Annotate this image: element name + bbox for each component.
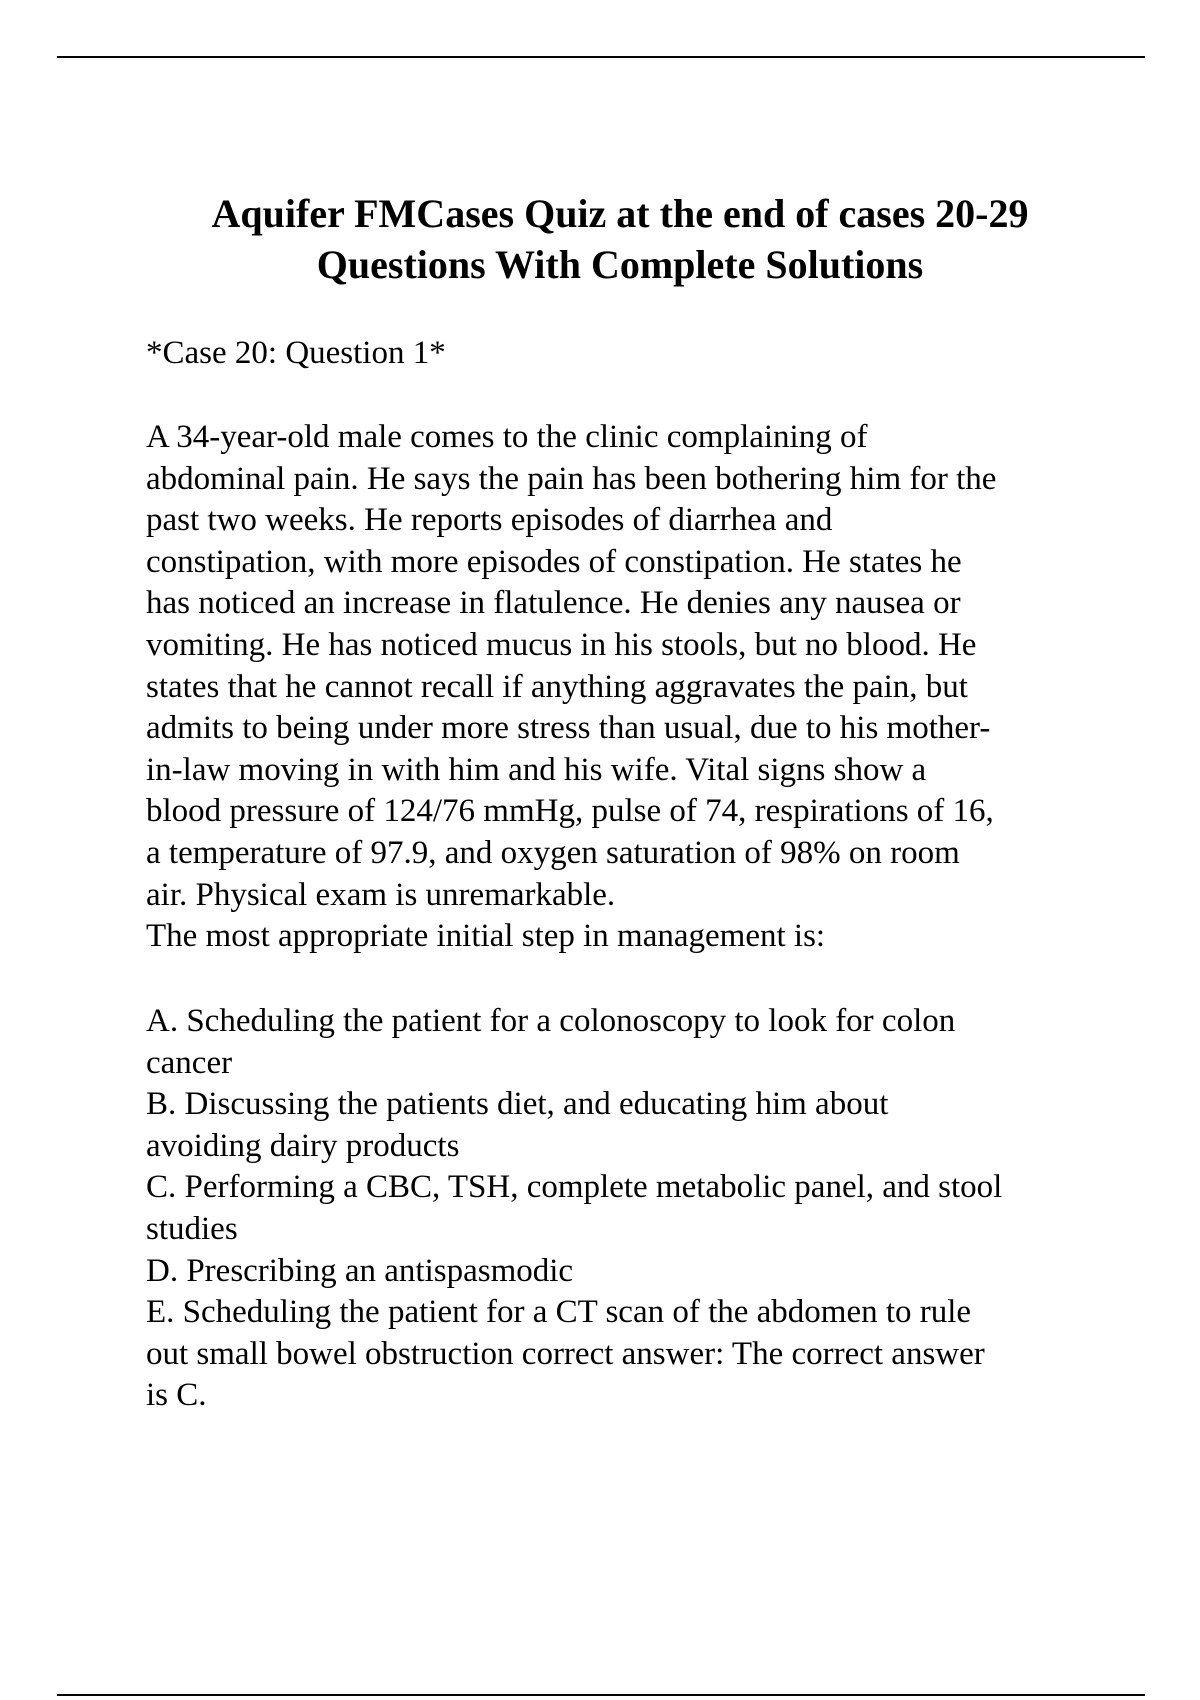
- case-heading: *Case 20: Question 1*: [146, 335, 446, 371]
- vignette-line: constipation, with more episodes of constipation. He states he: [146, 543, 962, 580]
- vignette-line: A 34-year-old male comes to the clinic complaining of: [146, 419, 868, 455]
- option-c-line: studies: [146, 1210, 238, 1247]
- question-vignette: [146, 417, 1146, 958]
- option-e-line: E. Scheduling the patient for a CT scan of the abdomen to rule: [146, 1294, 972, 1331]
- option-e-answer-line: out small bowel obstruction correct answer: The correct answer: [146, 1335, 985, 1372]
- title-line-2: Questions With Complete Solutions: [316, 242, 924, 287]
- vignette-line: vomiting. He has noticed mucus in his stools, but no blood. He: [146, 626, 977, 663]
- answer-options: [146, 1001, 1146, 1417]
- bottom-divider: [57, 1694, 1145, 1696]
- vignette-line: has noticed an increase in flatulence. He denies any nausea or: [146, 585, 961, 622]
- vignette-line: a temperature of 97.9, and oxygen saturation of 98% on room: [146, 834, 960, 871]
- option-a-line: cancer: [146, 1044, 233, 1081]
- top-divider: [57, 56, 1145, 58]
- vignette-line: abdominal pain. He says the pain has been bothering him for the: [146, 460, 997, 497]
- option-c-line: C. Performing a CBC, TSH, complete metabolic panel, and stool: [146, 1169, 1003, 1206]
- vignette-line: past two weeks. He reports episodes of diarrhea and: [146, 502, 833, 539]
- title-line-1: Aquifer FMCases Quiz at the end of cases 20-29: [211, 191, 1029, 236]
- vignette-line: states that he cannot recall if anything aggravates the pain, but: [146, 668, 968, 705]
- vignette-line: admits to being under more stress than usual, due to his mother-: [146, 710, 991, 747]
- option-b-line: avoiding dairy products: [146, 1127, 460, 1164]
- document-title: [100, 188, 1140, 290]
- option-a-line: A. Scheduling the patient for a colonoscopy to look for colon: [146, 1003, 956, 1039]
- vignette-line: blood pressure of 124/76 mmHg, pulse of 74, respirations of 16,: [146, 793, 994, 830]
- option-b-line: B. Discussing the patients diet, and educating him about: [146, 1086, 889, 1123]
- option-d-line: D. Prescribing an antispasmodic: [146, 1252, 574, 1289]
- question-prompt: The most appropriate initial step in management is:: [146, 918, 826, 955]
- vignette-line: air. Physical exam is unremarkable.: [146, 876, 616, 913]
- vignette-line: in-law moving in with him and his wife. Vital signs show a: [146, 751, 927, 788]
- correct-answer-line: is C.: [146, 1377, 207, 1414]
